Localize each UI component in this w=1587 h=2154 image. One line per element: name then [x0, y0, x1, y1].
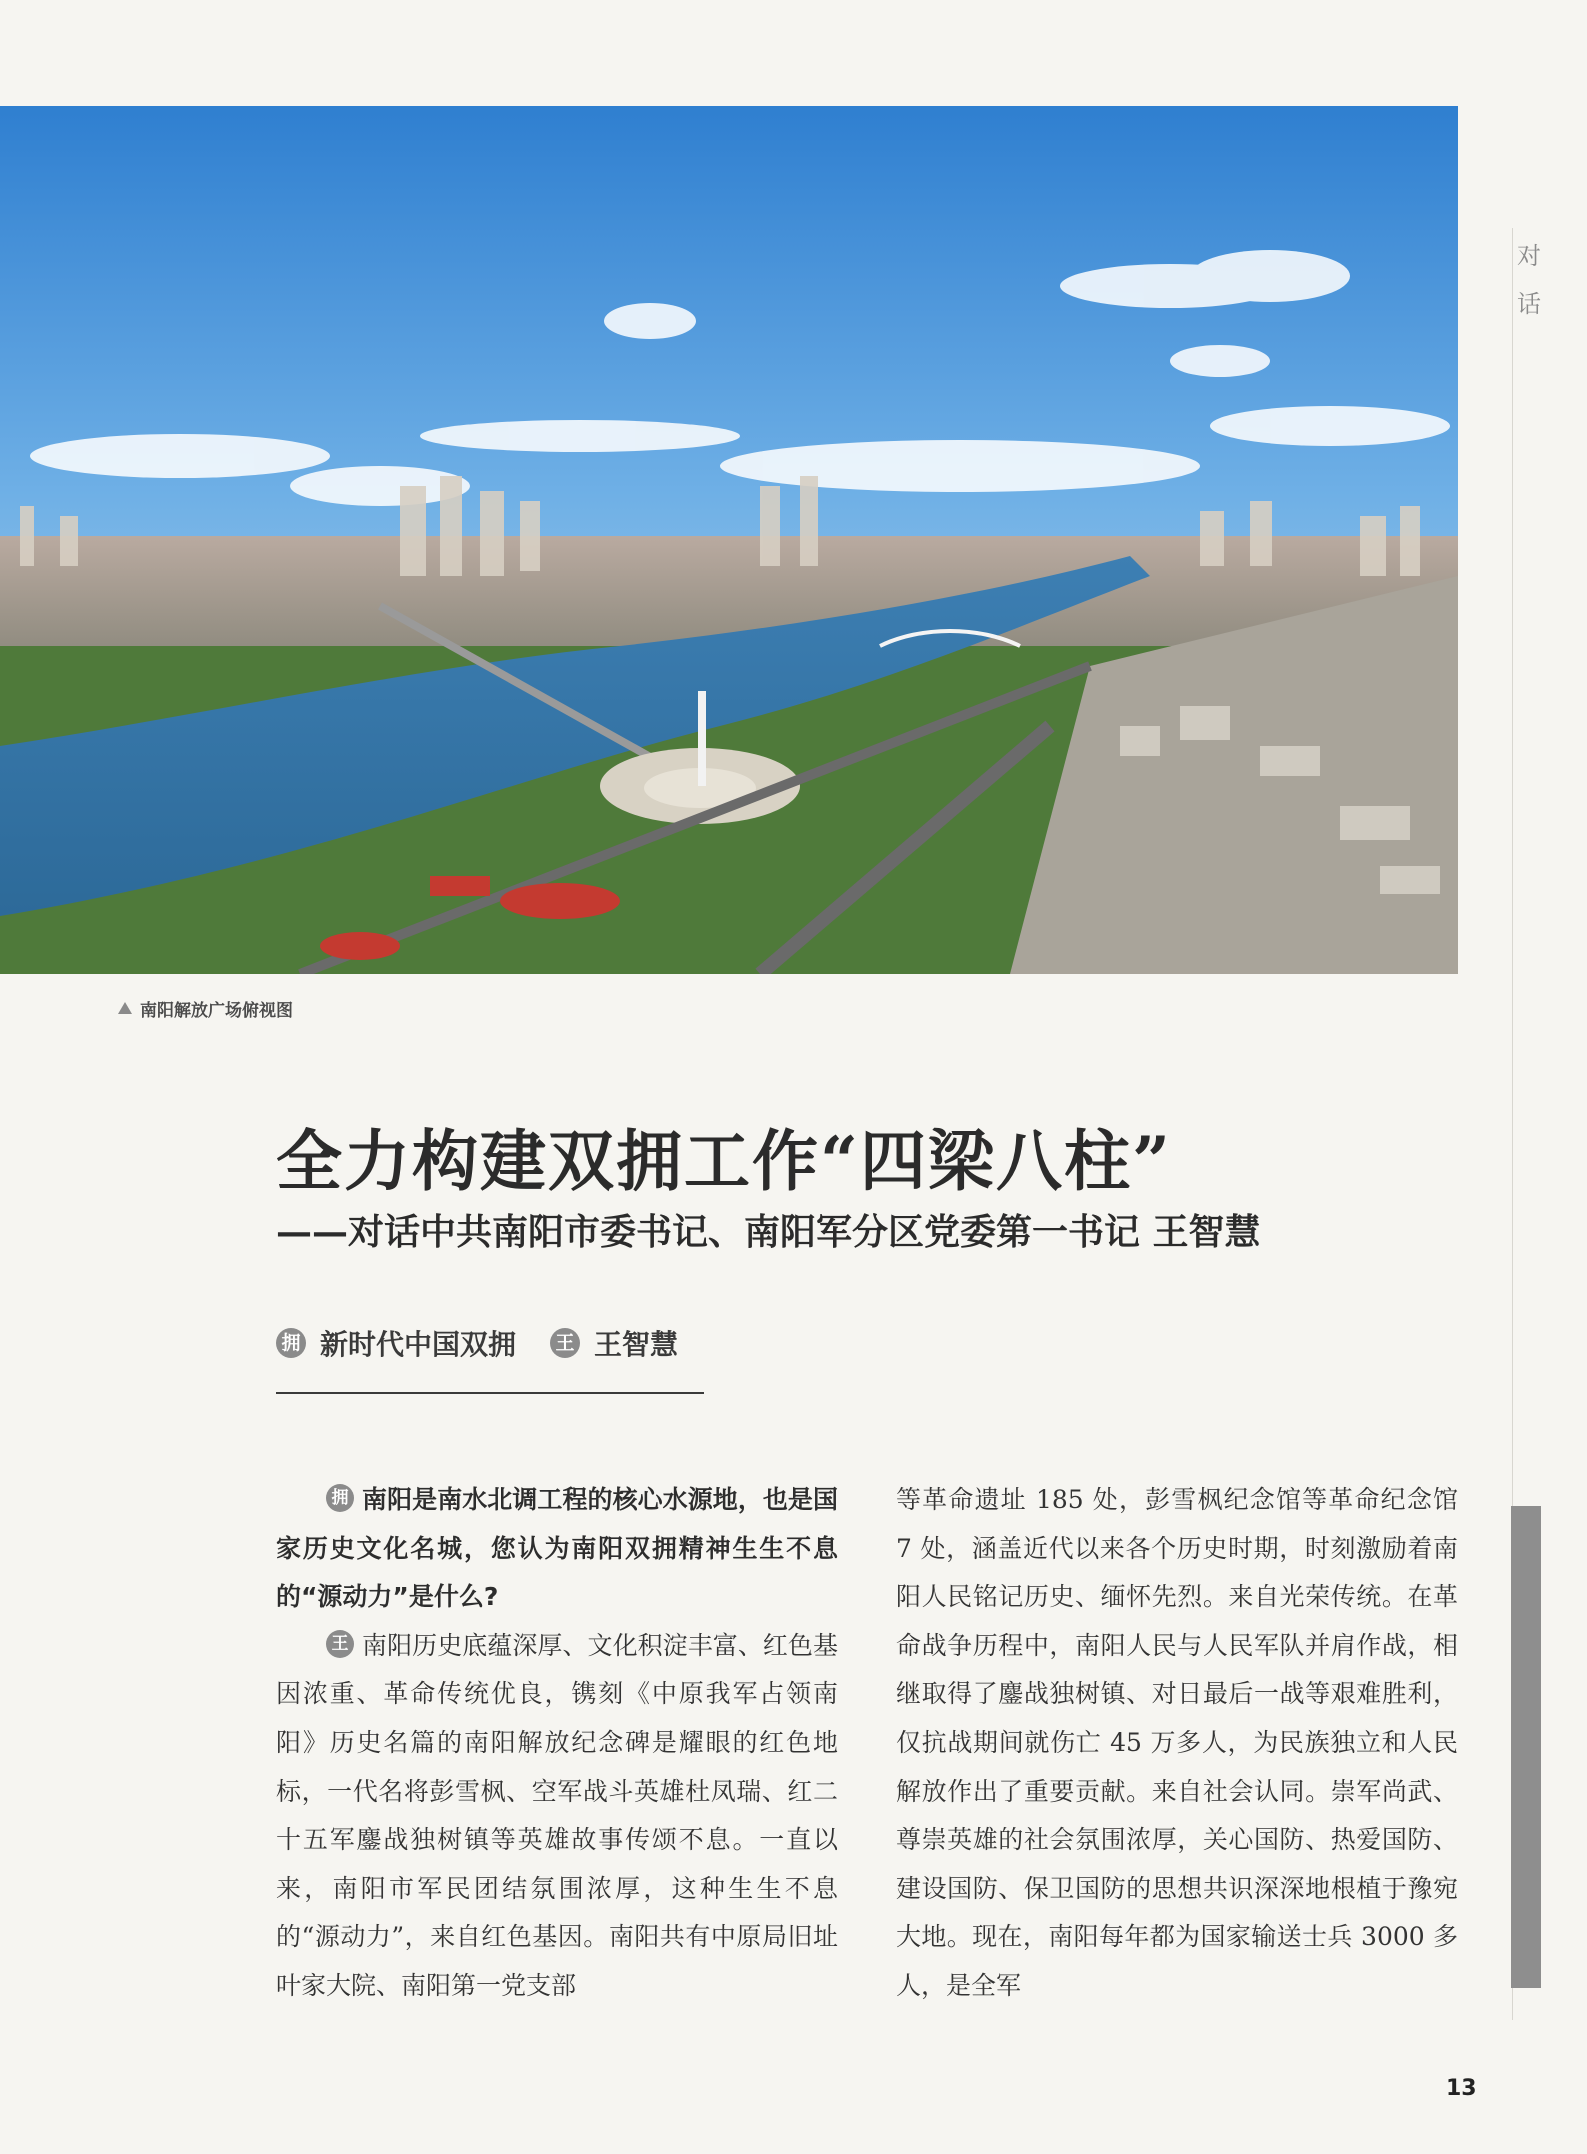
section-label: 对话: [1517, 242, 1541, 318]
question-paragraph: [276, 1476, 838, 1622]
answer-badge: 王: [326, 1630, 354, 1658]
body-column-right: [896, 1476, 1458, 2011]
article-title: 全力构建双拥工作“四梁八柱”: [276, 1122, 1172, 1200]
hero-photo: [0, 106, 1458, 974]
byline-underline: [276, 1392, 704, 1394]
body-column-left: [276, 1476, 838, 2011]
interviewer-badge: 拥: [276, 1328, 306, 1358]
answer-text-right: 等革命遗址 185 处，彭雪枫纪念馆等革命纪念馆 7 处，涵盖近代以来各个历史时期，时刻激励着南阳人民铭记历史、缅怀先烈。来自光荣传统。在革命战争历程中，南阳人民与人民军队并肩作战，相继取得了鏖战独树镇、对日最后一战等艰难胜利，仅抗战期间就伤亡 45 万多人，为民族独立和人民解放作出了重要贡献。来自社会认同。崇军尚武、尊崇英雄的社会氛围浓厚，关心国防、热爱国防、建设国防、保卫国防的思想共识深深地根植于豫宛大地。现在，南阳每年都为国家输送士兵 3000 多人，是全军: [896, 1485, 1458, 2000]
side-accent-bar: [1511, 1506, 1541, 1988]
caption-text: 南阳解放广场俯视图: [140, 1000, 293, 1021]
article-subtitle: ——对话中共南阳市委书记、南阳军分区党委第一书记 王智慧: [276, 1211, 1261, 1253]
caption-triangle-icon: [118, 1002, 132, 1014]
answer-text-left: 南阳历史底蕴深厚、文化积淀丰富、红色基因浓重、革命传统优良，镌刻《中原我军占领南阳》历史名篇的南阳解放纪念碑是耀眼的红色地标，一代名将彭雪枫、空军战斗英雄杜凤瑞、红二十五军鏖战独树镇等英雄故事传颂不息。一直以来，南阳市军民团结氛围浓厚，这种生生不息的“源动力”，来自红色基因。南阳共有中原局旧址叶家大院、南阳第一党支部: [276, 1630, 838, 2000]
question-text: 南阳是南水北调工程的核心水源地，也是国家历史文化名城，您认为南阳双拥精神生生不息的“源动力”是什么?: [276, 1485, 838, 1612]
interviewer-name: 新时代中国双拥: [320, 1328, 517, 1361]
page-number: 13: [1446, 2076, 1477, 2101]
byline: [276, 1320, 678, 1366]
question-badge: 拥: [326, 1484, 354, 1512]
interviewee-badge: 王: [550, 1328, 580, 1358]
interviewee-name: 王智慧: [594, 1328, 679, 1361]
photo-caption: [118, 994, 293, 1022]
answer-paragraph: [276, 1622, 838, 2011]
